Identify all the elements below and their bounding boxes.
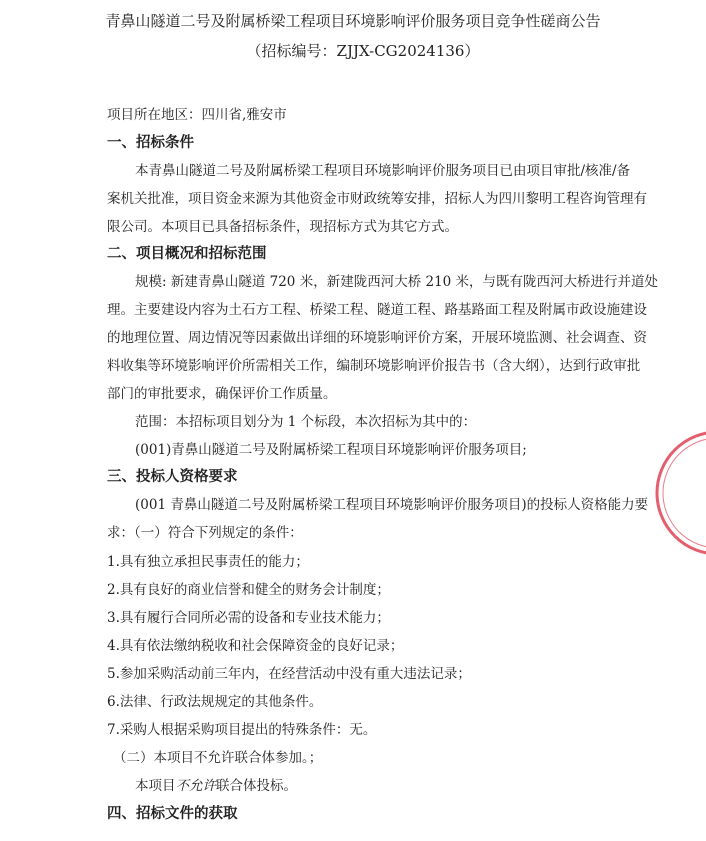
consortium-note bbox=[135, 777, 297, 795]
project-location: 项目所在地区：四川省,雅安市 bbox=[107, 107, 287, 123]
tender-number: （招标编号：ZJJX-CG2024136） bbox=[246, 42, 480, 60]
paragraph-line: (001)青鼻山隧道二号及附属桥梁工程项目环境影响评价服务项目; bbox=[135, 442, 527, 458]
list-item: 5.参加采购活动前三年内，在经营活动中没有重大违法记录； bbox=[107, 666, 471, 682]
official-seal bbox=[655, 430, 706, 556]
paragraph-line: 本青鼻山隧道二号及附属桥梁工程项目环境影响评价服务项目已由项目审批/核准/备 bbox=[135, 163, 631, 179]
list-item: 2.具有良好的商业信誉和健全的财务会计制度； bbox=[107, 582, 390, 598]
list-item: 6.法律、行政法规规定的其他条件。 bbox=[107, 694, 323, 710]
section-heading: 三、投标人资格要求 bbox=[107, 469, 238, 485]
paragraph-line: （二）本项目不允许联合体参加。； bbox=[113, 750, 323, 766]
section-heading: 四、招标文件的获取 bbox=[107, 806, 238, 822]
note-prefix: 本项目 bbox=[135, 778, 176, 794]
paragraph-line: 部门的审批要求，确保评价工作质量。 bbox=[107, 386, 337, 402]
document-title: 青鼻山隧道二号及附属桥梁工程项目环境影响评价服务项目竞争性磋商公告 bbox=[105, 12, 601, 30]
paragraph-line: 求：（一）符合下列规定的条件： bbox=[107, 525, 303, 541]
note-italic: 不允许 bbox=[175, 778, 216, 794]
list-item: 7.采购人根据采购项目提出的特殊条件：无。 bbox=[107, 722, 377, 738]
paragraph-line: 理。主要建设内容为土石方工程、桥梁工程、隧道工程、路基路面工程及附属市政设施建设 bbox=[107, 302, 647, 318]
paragraph-line: 的地理位置、周边情况等因素做出详细的环境影响评价方案，开展环境监测、社会调查、资 bbox=[107, 330, 647, 346]
paragraph-line: 范围：本招标项目划分为 1 个标段，本次招标为其中的： bbox=[135, 414, 477, 430]
paragraph-line: 料收集等环境影响评价所需相关工作，编制环境影响评价报告书（含大纲），达到行政审批 bbox=[107, 358, 641, 374]
list-item: 1.具有独立承担民事责任的能力； bbox=[107, 554, 309, 570]
list-item: 4.具有依法缴纳税收和社会保障资金的良好记录； bbox=[107, 638, 404, 654]
seal-outer-ring bbox=[657, 432, 706, 554]
paragraph-line: 限公司。本项目已具备招标条件，现招标方式为其它方式。 bbox=[107, 219, 458, 235]
paragraph-line: 规模: 新建青鼻山隧道 720 米，新建陇西河大桥 210 米，与既有陇西河大桥进行并道处 bbox=[135, 274, 659, 290]
section-heading: 二、项目概况和招标范围 bbox=[107, 246, 267, 262]
section-heading: 一、招标条件 bbox=[107, 135, 194, 151]
paragraph-line: 案机关批准，项目资金来源为其他资金市财政统筹安排，招标人为四川黎明工程咨询管理有 bbox=[107, 191, 647, 207]
list-item: 3.具有履行合同所必需的设备和专业技术能力； bbox=[107, 610, 390, 626]
note-suffix: 联合体投标。 bbox=[216, 778, 297, 794]
paragraph-line: (001 青鼻山隧道二号及附属桥梁工程项目环境影响评价服务项目)的投标人资格能力要 bbox=[135, 497, 649, 513]
